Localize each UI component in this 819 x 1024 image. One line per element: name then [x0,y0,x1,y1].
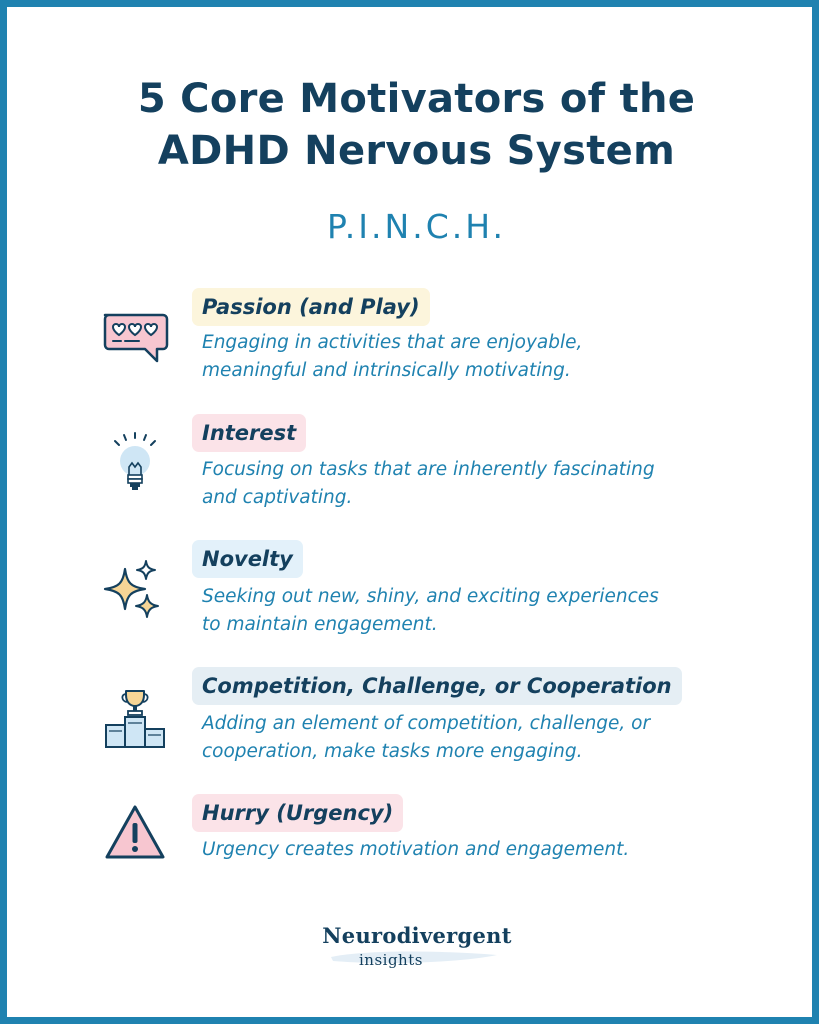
logo-wordmark: Neurodivergent [322,923,512,948]
description-line: Urgency creates motivation and engagement. [202,839,630,860]
logo-subtext: insights [359,951,423,969]
speech-bubble-hearts-icon [99,303,171,375]
description-line: to maintain engagement. [202,614,438,635]
motivator-novelty-description [202,583,762,639]
title-line-2: ADHD Nervous System [157,128,676,174]
motivator-passion-label: Passion (and Play) [192,288,430,326]
trophy-podium-icon [99,685,171,757]
motivator-hurry-description [202,836,762,864]
motivator-competition-description [202,710,762,766]
warning-triangle-icon [99,799,171,871]
page-title [7,73,819,177]
motivator-interest-label: Interest [192,414,306,452]
motivator-passion-description [202,329,762,385]
description-line: Focusing on tasks that are inherently fascinating [202,459,655,480]
brand-logo [307,919,527,979]
motivator-hurry-label: Hurry (Urgency) [192,794,403,832]
description-line: cooperation, make tasks more engaging. [202,741,583,762]
description-line: Engaging in activities that are enjoyable, [202,332,583,353]
description-line: Seeking out new, shiny, and exciting experiences [202,586,659,607]
motivator-novelty-label: Novelty [192,540,303,578]
lightbulb-icon [99,429,171,501]
description-line: meaningful and intrinsically motivating. [202,360,571,381]
motivator-interest-description [202,456,762,512]
page-subtitle: P.I.N.C.H. [327,207,506,246]
description-line: and captivating. [202,487,353,508]
motivator-competition-label: Competition, Challenge, or Cooperation [192,667,682,705]
description-line: Adding an element of competition, challenge, or [202,713,651,734]
title-line-1: 5 Core Motivators of the [137,76,696,122]
sparkles-icon [99,559,171,631]
